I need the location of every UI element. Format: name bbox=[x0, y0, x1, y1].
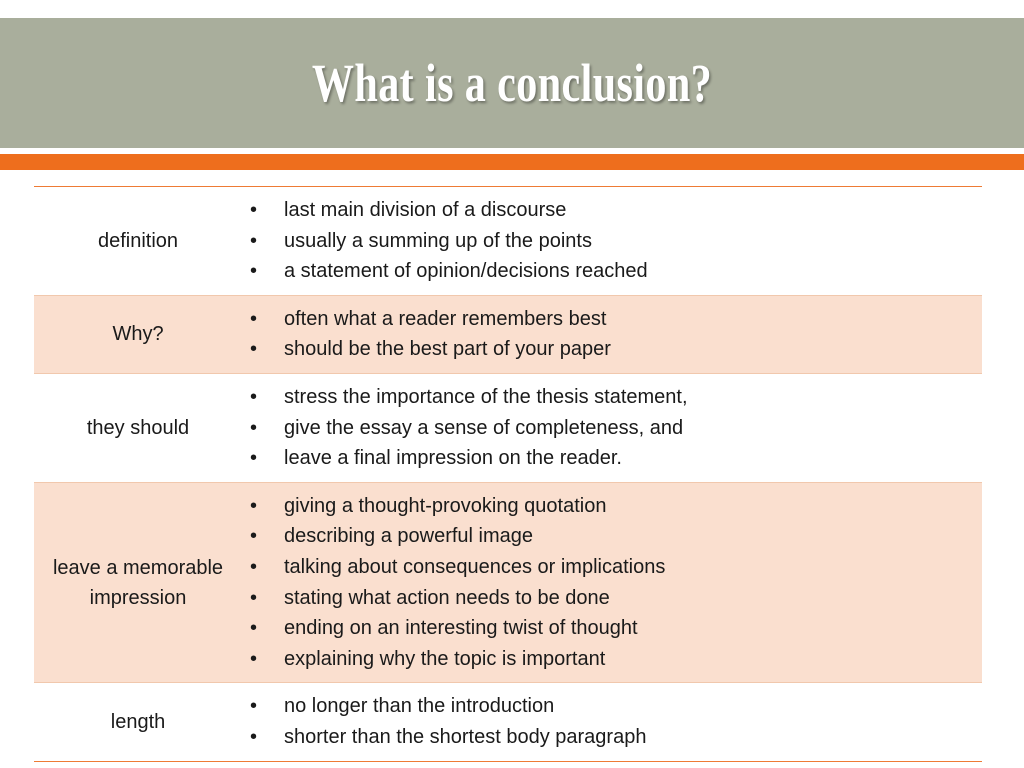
bullet-icon: • bbox=[250, 416, 258, 439]
bullet-icon: • bbox=[250, 260, 258, 283]
list-item bbox=[242, 256, 982, 287]
table-row bbox=[34, 373, 982, 482]
bullet-icon: • bbox=[250, 307, 258, 330]
slide-title: What is a conclusion? bbox=[311, 53, 713, 113]
bullet-list bbox=[242, 304, 982, 365]
list-item-text: a statement of opinion/decisions reached bbox=[284, 260, 648, 283]
bullet-icon: • bbox=[250, 586, 258, 609]
list-item bbox=[242, 521, 982, 552]
list-item bbox=[242, 304, 982, 335]
table-row bbox=[34, 482, 982, 683]
bullet-icon: • bbox=[250, 695, 258, 718]
bullet-icon: • bbox=[250, 229, 258, 252]
bullet-icon: • bbox=[250, 385, 258, 408]
list-item-text: shorter than the shortest body paragraph bbox=[284, 725, 647, 748]
list-item-text: usually a summing up of the points bbox=[284, 229, 592, 252]
list-item-text: giving a thought-provoking quotation bbox=[284, 494, 607, 517]
list-item bbox=[242, 334, 982, 365]
table-row bbox=[34, 187, 982, 296]
list-item bbox=[242, 226, 982, 257]
list-item bbox=[242, 382, 982, 413]
row-items bbox=[242, 683, 982, 761]
list-item-text: ending on an interesting twist of thought bbox=[284, 617, 638, 640]
row-label: leave a memorable impression bbox=[52, 556, 224, 609]
table-row bbox=[34, 295, 982, 373]
list-item-text: leave a final impression on the reader. bbox=[284, 447, 622, 470]
bullet-list bbox=[242, 195, 982, 287]
list-item bbox=[242, 195, 982, 226]
list-item-text: no longer than the introduction bbox=[284, 695, 555, 718]
list-item-text: often what a reader remembers best bbox=[284, 307, 607, 330]
bullet-icon: • bbox=[250, 555, 258, 578]
list-item bbox=[242, 583, 982, 614]
bullet-icon: • bbox=[250, 494, 258, 517]
bullet-icon: • bbox=[250, 617, 258, 640]
accent-bar bbox=[0, 154, 1024, 170]
conclusion-table bbox=[34, 186, 982, 762]
bullet-list bbox=[242, 491, 982, 675]
list-item bbox=[242, 644, 982, 675]
list-item-text: last main division of a discourse bbox=[284, 199, 567, 221]
list-item bbox=[242, 613, 982, 644]
row-label: definition bbox=[97, 229, 179, 252]
bullet-icon: • bbox=[250, 447, 258, 470]
list-item-text: should be the best part of your paper bbox=[284, 338, 611, 361]
bullet-icon: • bbox=[250, 525, 258, 548]
list-item bbox=[242, 413, 982, 444]
list-item-text: describing a powerful image bbox=[284, 525, 534, 548]
bullet-icon: • bbox=[250, 338, 258, 361]
row-label: length bbox=[110, 710, 166, 733]
list-item-text: explaining why the topic is important bbox=[284, 647, 606, 670]
row-items bbox=[242, 295, 982, 373]
list-item bbox=[242, 491, 982, 522]
list-item bbox=[242, 443, 982, 474]
bullet-list bbox=[242, 382, 982, 474]
title-band bbox=[0, 18, 1024, 148]
list-item-text: stating what action needs to be done bbox=[284, 586, 610, 609]
row-items bbox=[242, 187, 982, 296]
list-item bbox=[242, 722, 982, 753]
list-item-text: give the essay a sense of completeness, and bbox=[284, 416, 684, 439]
table-row bbox=[34, 683, 982, 761]
list-item bbox=[242, 691, 982, 722]
list-item bbox=[242, 552, 982, 583]
row-items bbox=[242, 482, 982, 683]
list-item-text: talking about consequences or implications bbox=[284, 555, 666, 578]
bullet-icon: • bbox=[250, 725, 258, 748]
bullet-icon: • bbox=[250, 199, 258, 221]
row-label: Why? bbox=[112, 323, 164, 346]
bullet-list bbox=[242, 691, 982, 752]
list-item-text: stress the importance of the thesis statement, bbox=[284, 385, 688, 408]
row-items bbox=[242, 373, 982, 482]
row-label: they should bbox=[86, 416, 190, 439]
bullet-icon: • bbox=[250, 647, 258, 670]
